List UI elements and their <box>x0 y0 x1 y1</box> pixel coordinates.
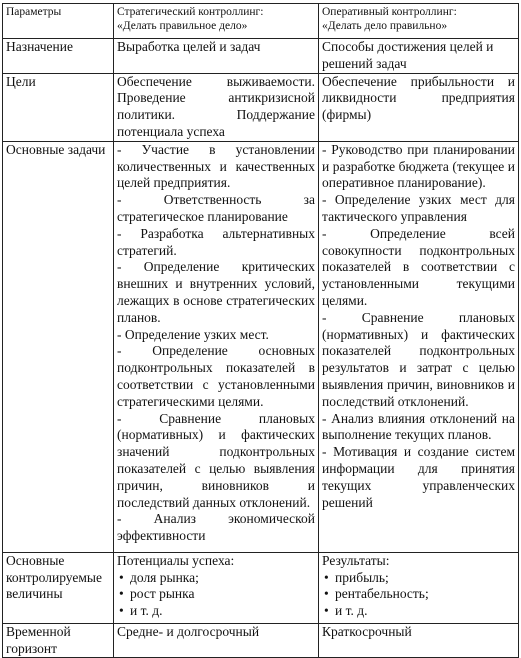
list-item: • рентабельность; <box>322 586 515 603</box>
header-strategic <box>114 4 319 39</box>
tasks-operative-item: - Мотивация и создание систем информации для принятия текущих управленческих решений <box>322 444 515 510</box>
purpose-operative: Способы достижения целей и решений задач <box>319 39 519 74</box>
tasks-strategic-item: - Анализ экономической эффективности <box>117 511 315 544</box>
header-strategic-line-1: Стратегический контроллинг: <box>117 6 264 18</box>
tasks-strategic <box>114 141 319 552</box>
list-item: • доля рынка; <box>117 570 315 587</box>
tasks-operative-item: - Сравнение плановых (нормативных) и фактических показателей подконтрольных результатов и затрат с целью выявления причин, виновников и последствий отклонений. <box>322 309 515 409</box>
purpose-strategic: Выработка целей и задач <box>114 39 319 74</box>
tasks-label: Основные задачи <box>3 141 114 552</box>
tasks-operative-item: - Определение всей совокупности подконтрольных показателей в соответствии с установленными текущими целями. <box>322 225 515 308</box>
tasks-strategic-item: - Определение основных подконтрольных показателей в соответствии с установленными стратегическими целями. <box>117 343 315 409</box>
tasks-strategic-item: - Разработка альтернативных стратегий. <box>117 225 315 258</box>
list-item: • рост рынка <box>117 586 315 603</box>
goals-operative: Обеспечение прибыльности и ликвидности предприятия (фирмы) <box>319 73 519 141</box>
table-row-tasks <box>3 141 519 552</box>
list-item: • и т. д. <box>322 603 515 620</box>
header-params <box>3 4 114 39</box>
values-strategic-list <box>117 570 315 620</box>
tasks-operative-item: - Определение узких мест для тактического управления <box>322 192 515 224</box>
tasks-operative <box>319 141 519 552</box>
table-row-purpose <box>3 39 519 74</box>
tasks-strategic-item: - Ответственность за стратегическое планирование <box>117 192 315 224</box>
header-row <box>3 4 519 39</box>
table-row-horizon <box>3 623 519 658</box>
values-operative <box>319 552 519 623</box>
purpose-label: Назначение <box>3 39 114 74</box>
values-strategic <box>114 552 319 623</box>
tasks-strategic-item: - Определение узких мест. <box>117 326 269 342</box>
values-strategic-title: Потенциалы успеха: <box>117 552 235 568</box>
values-operative-title: Результаты: <box>322 552 390 568</box>
tasks-strategic-item: - Участие в установлении количественных и качественных целей предприятия. <box>117 141 315 191</box>
list-item: • и т. д. <box>117 603 315 620</box>
list-item: • прибыль; <box>322 570 515 587</box>
table-row-values <box>3 552 519 623</box>
goals-strategic: Обеспечение выживаемости. Проведение антикризисной политики. Поддержание потенциала успеха <box>114 73 319 141</box>
header-operative-line-1: Оперативный контроллинг: <box>322 6 457 18</box>
tasks-operative-item: - Руководство при планировании и разработке бюджета (текущее и оперативное планирование). <box>322 141 515 191</box>
goals-label: Цели <box>3 73 114 141</box>
header-strategic-line-2: «Делать правильное дело» <box>117 20 248 32</box>
header-operative <box>319 4 519 39</box>
horizon-operative: Краткосрочный <box>319 623 519 658</box>
header-operative-line-2: «Делать дело правильно» <box>322 20 448 32</box>
controlling-comparison-table <box>2 3 519 658</box>
table-row-goals <box>3 73 519 141</box>
horizon-strategic: Средне- и долгосрочный <box>114 623 319 658</box>
header-params-text: Параметры <box>6 6 62 18</box>
tasks-operative-item: - Анализ влияния отклонений на выполнение текущих планов. <box>322 410 515 443</box>
horizon-label: Временной горизонт <box>3 623 114 658</box>
tasks-strategic-item: - Определение критических внешних и внутренних условий, лежащих в основе стратегических планов. <box>117 259 315 325</box>
tasks-strategic-item: - Сравнение плановых (нормативных) и фактических значений подконтрольных показателей с целью выявления причин, виновников и последствий данных отклонений. <box>117 410 315 510</box>
values-label: Основные контролируемые величины <box>3 552 114 623</box>
values-operative-list <box>322 570 515 620</box>
